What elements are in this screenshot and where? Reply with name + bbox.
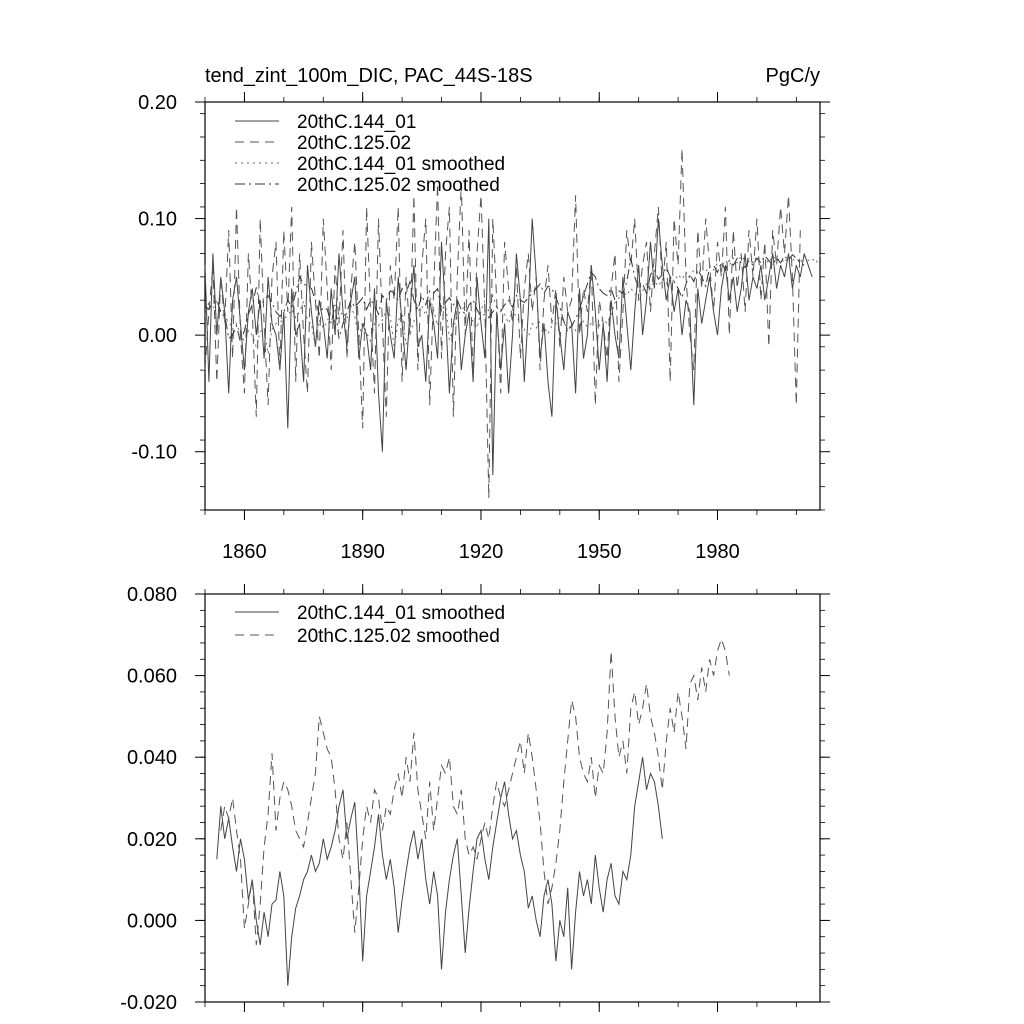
x-tick-label: 1950 xyxy=(576,541,622,563)
legend-label: 20thC.125.02 xyxy=(297,133,412,154)
bottom-panel xyxy=(120,584,830,1014)
series-line-1-1 xyxy=(221,639,730,945)
legend-label: 20thC.125.02 smoothed xyxy=(297,626,500,647)
series-line-0-1 xyxy=(205,149,800,499)
bottom-legend xyxy=(235,603,505,647)
legend-label: 20thC.144_01 xyxy=(297,112,417,133)
x-tick-label: 1890 xyxy=(340,541,385,563)
series-line-1-0 xyxy=(217,757,663,986)
y-tick-label: 0.00 xyxy=(138,325,177,348)
legend-label: 20thC.144_01 smoothed xyxy=(297,603,506,624)
y-tick-label: 0.10 xyxy=(138,208,177,231)
y-tick-label: -0.10 xyxy=(131,441,177,464)
top-legend xyxy=(235,112,505,196)
bottom-plot-frame xyxy=(205,594,820,1002)
top-panel xyxy=(131,65,830,563)
top-series-group xyxy=(205,149,820,499)
y-tick-label: 0.20 xyxy=(138,92,177,114)
series-line-0-0 xyxy=(205,219,812,475)
y-tick-label: 0.080 xyxy=(126,584,177,606)
units-label: PgC/y xyxy=(765,65,820,87)
bottom-series-group xyxy=(217,639,730,986)
bottom-axis-ticks xyxy=(120,584,830,1014)
chart-title: tend_zint_100m_DIC, PAC_44S-18S xyxy=(205,65,533,87)
x-tick-label: 1860 xyxy=(222,541,267,563)
legend-label: 20thC.144_01 smoothed xyxy=(297,154,506,175)
x-tick-label: 1920 xyxy=(458,541,504,563)
y-tick-label: -0.020 xyxy=(120,992,177,1014)
y-tick-label: 0.060 xyxy=(126,665,177,688)
y-tick-label: 0.040 xyxy=(126,747,177,770)
legend-label: 20thC.125.02 smoothed xyxy=(297,175,500,196)
y-tick-label: 0.020 xyxy=(126,828,177,851)
x-tick-label: 1980 xyxy=(695,541,740,563)
y-tick-label: 0.000 xyxy=(126,910,177,933)
